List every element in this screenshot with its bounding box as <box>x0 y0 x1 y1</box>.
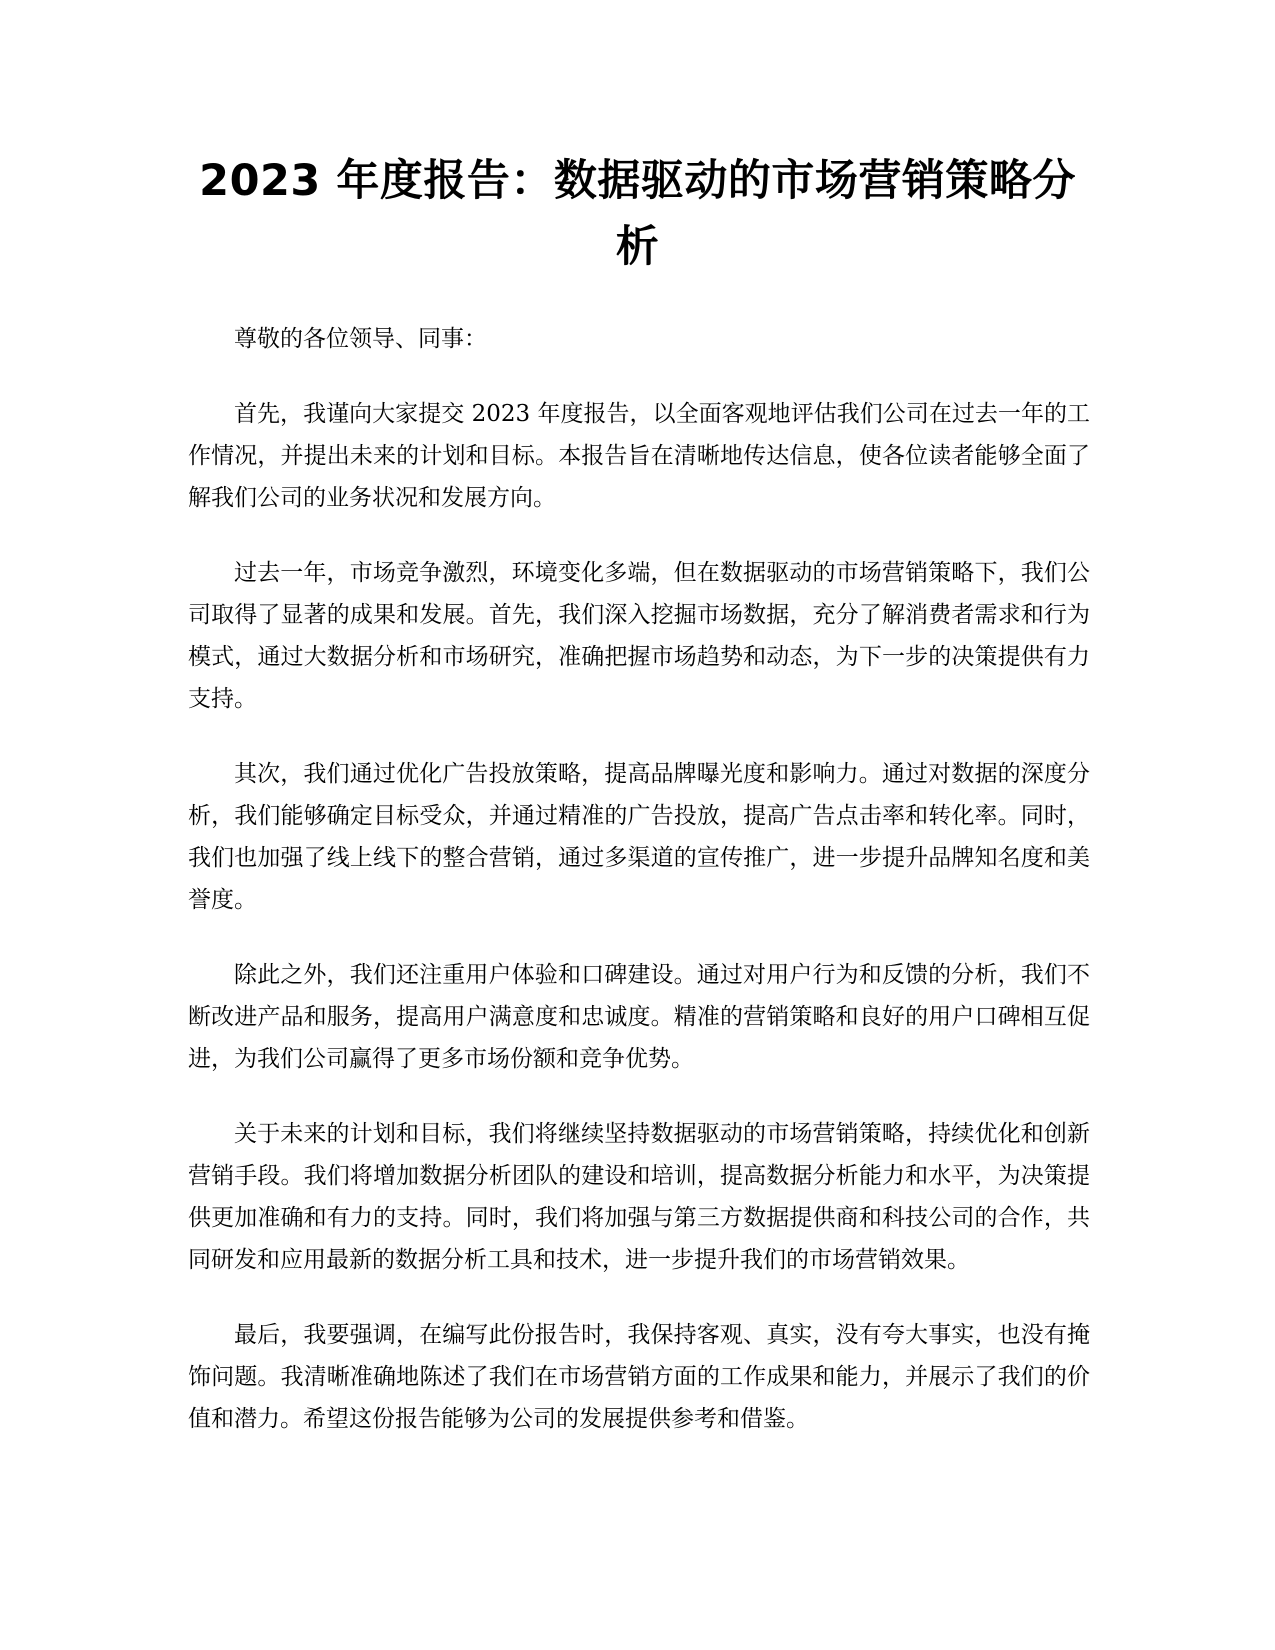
paragraph-conclusion: 最后，我要强调，在编写此份报告时，我保持客观、真实，没有夸大事实，也没有掩饰问题。我清晰准确地陈述了我们在市场营销方面的工作成果和能力，并展示了我们的价值和潜力。希望这份报告能够为公司的发展提供参考和借鉴。 <box>188 1322 1090 1432</box>
paragraph-advertising: 其次，我们通过优化广告投放策略，提高品牌曝光度和影响力。通过对数据的深度分析，我们能够确定目标受众，并通过精准的广告投放，提高广告点击率和转化率。同时，我们也加强了线上线下的整合营销，通过多渠道的宣传推广，进一步提升品牌知名度和美誉度。 <box>188 761 1090 913</box>
document-body <box>188 318 1090 1473</box>
paragraph-intro: 首先，我谨向大家提交 2023 年度报告，以全面客观地评估我们公司在过去一年的工作情况，并提出未来的计划和目标。本报告旨在清晰地传达信息，使各位读者能够全面了解我们公司的业务状况和发展方向。 <box>188 401 1090 511</box>
paragraph-past-year: 过去一年，市场竞争激烈，环境变化多端，但在数据驱动的市场营销策略下，我们公司取得了显著的成果和发展。首先，我们深入挖掘市场数据，充分了解消费者需求和行为模式，通过大数据分析和市场研究，准确把握市场趋势和动态，为下一步的决策提供有力支持。 <box>188 560 1090 712</box>
salutation: 尊敬的各位领导、同事： <box>234 326 487 352</box>
paragraph-future-plans: 关于未来的计划和目标，我们将继续坚持数据驱动的市场营销策略，持续优化和创新营销手段。我们将增加数据分析团队的建设和培训，提高数据分析能力和水平，为决策提供更加准确和有力的支持。同时，我们将加强与第三方数据提供商和科技公司的合作，共同研发和应用最新的数据分析工具和技术，进一步提升我们的市场营销效果。 <box>188 1121 1090 1273</box>
document-title: 2023 年度报告：数据驱动的市场营销策略分析 <box>199 156 1076 272</box>
paragraph-user-experience: 除此之外，我们还注重用户体验和口碑建设。通过对用户行为和反馈的分析，我们不断改进产品和服务，提高用户满意度和忠诚度。精准的营销策略和良好的用户口碑相互促进，为我们公司赢得了更多市场份额和竞争优势。 <box>188 962 1090 1072</box>
